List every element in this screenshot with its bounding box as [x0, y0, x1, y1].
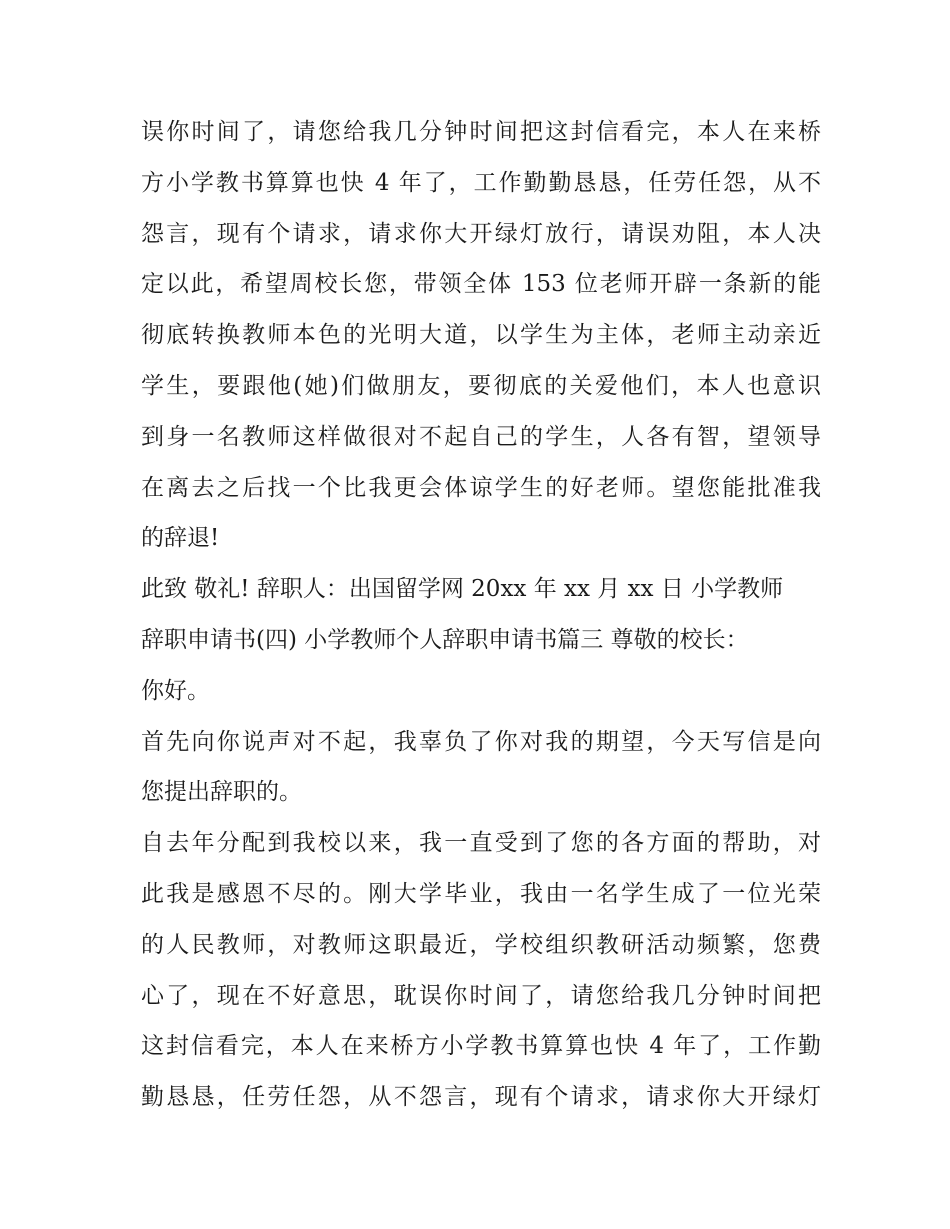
text-line: 此致 敬礼! 辞职人：出国留学网 20xx 年 xx 月 xx 日 小学教师: [141, 576, 784, 603]
text-line: 自去年分配到我校以来，我一直受到了您的各方面的帮助，对: [141, 830, 821, 857]
document-body: [141, 107, 821, 1123]
text-line: 怨言，现有个请求，请求你大开绿灯放行，请误劝阻，本人决: [141, 220, 821, 247]
text-line: 的辞退!: [141, 525, 220, 552]
text-line: 彻底转换教师本色的光明大道，以学生为主体，老师主动亲近: [141, 322, 821, 349]
text-line: 误你时间了，请您给我几分钟时间把这封信看完，本人在来桥: [141, 119, 821, 145]
text-line: 首先向你说声对不起，我辜负了你对我的期望，今天写信是向: [141, 728, 821, 755]
text-line: 的人民教师，对教师这职最近，学校组织教研活动频繁，您费: [141, 931, 821, 958]
text-line: 辞职申请书(四) 小学教师个人辞职申请书篇三 尊敬的校长：: [141, 626, 749, 653]
text-line: 到身一名教师这样做很对不起自己的学生，人各有智，望领导: [141, 423, 821, 450]
text-line: 您提出辞职的。: [141, 779, 302, 806]
text-line: 在离去之后找一个比我更会体谅学生的好老师。望您能批准我: [141, 474, 821, 501]
text-line: 定以此，希望周校长您，带领全体 153 位老师开辟一条新的能: [141, 271, 821, 298]
text-line: 方小学教书算算也快 4 年了，工作勤勤恳恳，任劳任怨，从不: [141, 169, 821, 196]
text-line: 心了，现在不好意思，耽误你时间了，请您给我几分钟时间把: [141, 982, 821, 1009]
text-line: 这封信看完，本人在来桥方小学教书算算也快 4 年了，工作勤: [141, 1033, 821, 1060]
text-line: 此我是感恩不尽的。刚大学毕业，我由一名学生成了一位光荣: [141, 880, 821, 907]
text-line: 学生，要跟他(她)们做朋友，要彻底的关爱他们，本人也意识: [141, 372, 821, 399]
text-line: 你好。: [141, 677, 210, 704]
text-line: 勤恳恳，任劳任怨，从不怨言，现有个请求，请求你大开绿灯: [141, 1084, 821, 1111]
